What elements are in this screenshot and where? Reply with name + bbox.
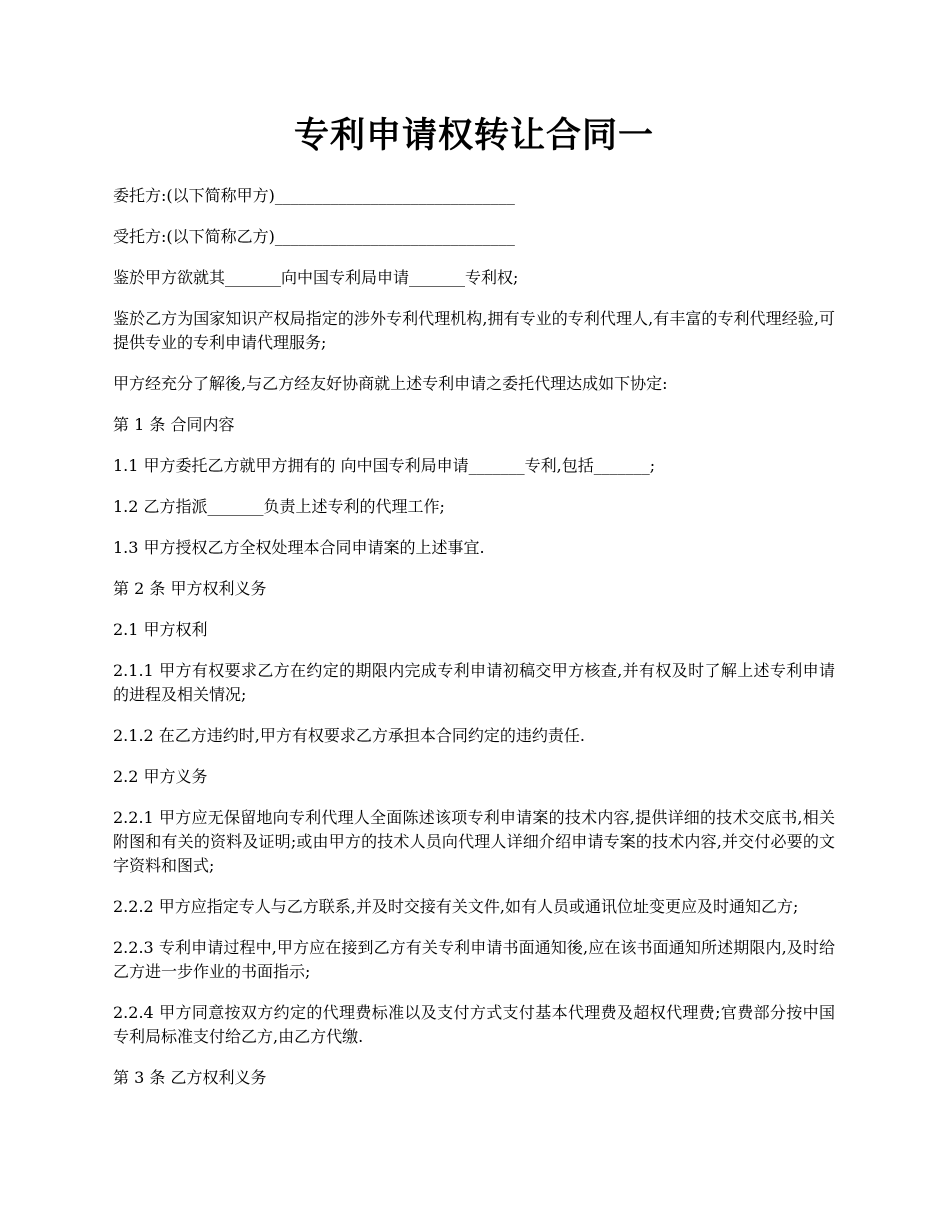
article-3-heading: 第 3 条 乙方权利义务 bbox=[113, 1068, 267, 1087]
clause-2-1: 2.1 甲方权利 bbox=[113, 620, 208, 639]
clause-1-2: 1.2 乙方指派_______负责上述专利的代理工作; bbox=[113, 497, 445, 516]
clause-2-1-1: 2.1.1 甲方有权要求乙方在约定的期限内完成专利申请初稿交甲方核查,并有权及时了解上述专利申请的进程及相关情况; bbox=[113, 661, 835, 704]
agreement-statement: 甲方经充分了解後,与乙方经友好协商就上述专利申请之委托代理达成如下协定: bbox=[113, 374, 668, 393]
recital-party-a: 鉴於甲方欲就其_______向中国专利局申请_______专利权; bbox=[113, 268, 519, 287]
party-a-line: 委托方:(以下简称甲方)______________________________ bbox=[113, 186, 515, 205]
party-b-line: 受托方:(以下简称乙方)______________________________ bbox=[113, 227, 515, 246]
document-title: 专利申请权转让合同一 bbox=[293, 115, 654, 156]
clause-2-2-2: 2.2.2 甲方应指定专人与乙方联系,并及时交接有关文件,如有人员或通讯位址变更应及时通知乙方; bbox=[113, 897, 799, 916]
article-2-heading: 第 2 条 甲方权利义务 bbox=[113, 579, 267, 598]
clause-2-2-3: 2.2.3 专利申请过程中,甲方应在接到乙方有关专利申请书面通知後,应在该书面通知所述期限内,及时给乙方进一步作业的书面指示; bbox=[113, 938, 835, 981]
document-page bbox=[113, 108, 835, 1107]
clause-1-3: 1.3 甲方授权乙方全权处理本合同申请案的上述事宜. bbox=[113, 538, 485, 557]
clause-2-2-1: 2.2.1 甲方应无保留地向专利代理人全面陈述该项专利申请案的技术内容,提供详细的技术交底书,相关附图和有关的资料及证明;或由甲方的技术人员向代理人详细介绍申请专案的技术内容,并交付必要的文字资料和图式; bbox=[113, 808, 835, 875]
clause-1-1: 1.1 甲方委托乙方就甲方拥有的 向中国专利局申请_______专利,包括_______; bbox=[113, 456, 656, 475]
article-1-heading: 第 1 条 合同内容 bbox=[113, 415, 235, 434]
recital-party-b: 鉴於乙方为国家知识产权局指定的涉外专利代理机构,拥有专业的专利代理人,有丰富的专利代理经验,可提供专业的专利申请代理服务; bbox=[113, 309, 835, 352]
clause-2-1-2: 2.1.2 在乙方违约时,甲方有权要求乙方承担本合同约定的违约责任. bbox=[113, 726, 585, 745]
clause-2-2: 2.2 甲方义务 bbox=[113, 767, 208, 786]
clause-2-2-4: 2.2.4 甲方同意按双方约定的代理费标准以及支付方式支付基本代理费及超权代理费;官费部分按中国专利局标准支付给乙方,由乙方代缴. bbox=[113, 1003, 835, 1046]
